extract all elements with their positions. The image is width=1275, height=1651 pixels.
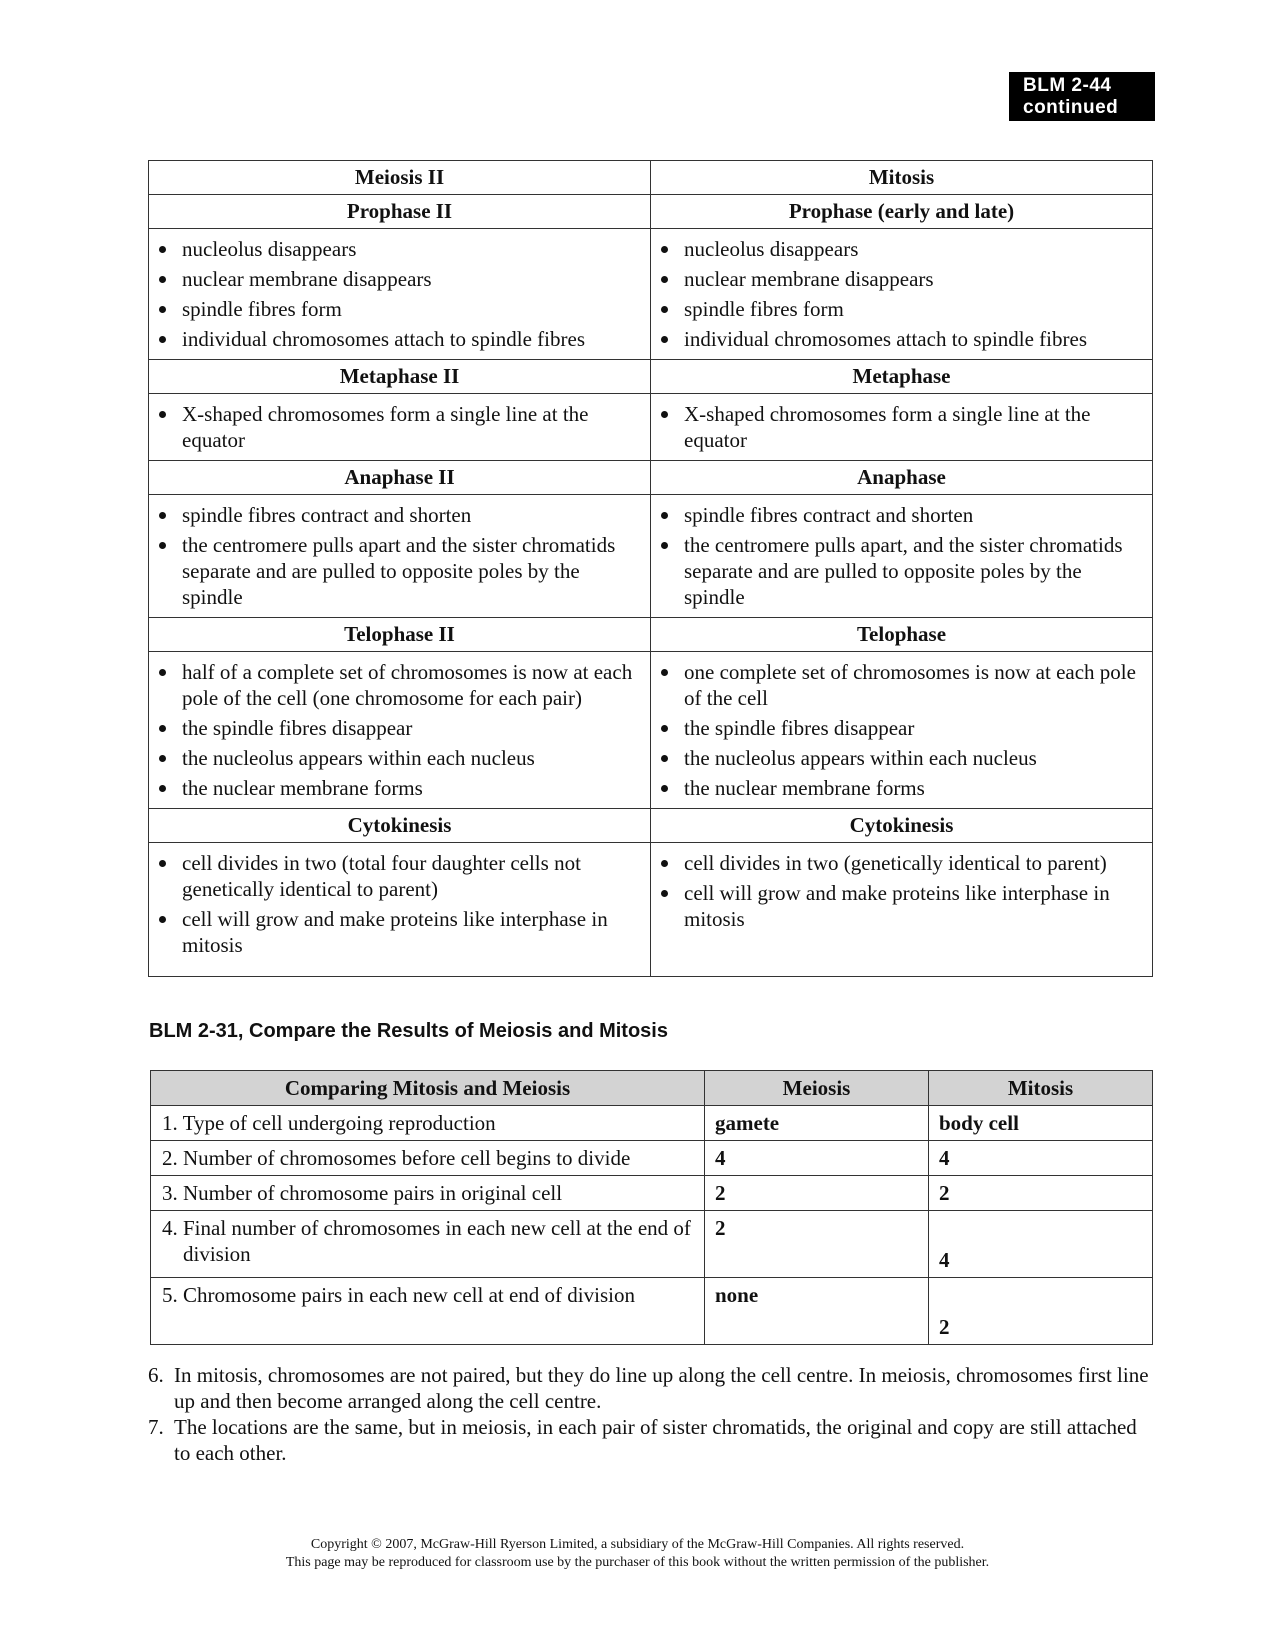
phase-title-prophase-ii: Prophase II [149, 195, 651, 229]
list-item: spindle fibres contract and shorten [157, 502, 642, 528]
phase-details-cell [149, 394, 651, 461]
list-item: nucleolus disappears [157, 236, 642, 262]
table-row [151, 1176, 1153, 1211]
list-item: nuclear membrane disappears [659, 266, 1144, 292]
table-row [151, 1211, 1153, 1278]
phase-title-row [149, 461, 1153, 495]
phase-details-row [149, 495, 1153, 618]
list-item: the nuclear membrane forms [659, 775, 1144, 801]
results-table [150, 1070, 1153, 1345]
column-header-meiosis-ii: Meiosis II [149, 161, 651, 195]
answer-text: The locations are the same, but in meiosis, in each pair of sister chromatids, the original and copy are still attached to each other. [174, 1415, 1137, 1465]
bullet-list [149, 843, 650, 965]
phase-details-row [149, 394, 1153, 461]
phase-details-cell [149, 495, 651, 618]
table-row [151, 1141, 1153, 1176]
meiosis-answer-cell: gamete [705, 1106, 929, 1141]
list-item: cell divides in two (genetically identical to parent) [659, 850, 1144, 876]
phase-details-cell [651, 843, 1153, 977]
list-item: cell will grow and make proteins like interphase in mitosis [157, 906, 642, 958]
list-item: the nucleolus appears within each nucleus [157, 745, 642, 771]
phase-title-anaphase: Anaphase [651, 461, 1153, 495]
phase-title-row [149, 809, 1153, 843]
meiosis-answer-cell: 2 [705, 1211, 929, 1278]
list-item: cell will grow and make proteins like interphase in mitosis [659, 880, 1144, 932]
results-header-meiosis: Meiosis [705, 1071, 929, 1106]
bullet-list [149, 652, 650, 808]
list-item: nucleolus disappears [659, 236, 1144, 262]
question-cell: 1. Type of cell undergoing reproduction [151, 1106, 705, 1141]
meiosis-answer-cell: none [705, 1278, 929, 1345]
mitosis-answer-cell: body cell [929, 1106, 1153, 1141]
bullet-list [149, 229, 650, 359]
phase-title-row [149, 360, 1153, 394]
phase-title-anaphase-ii: Anaphase II [149, 461, 651, 495]
blm-badge [1009, 72, 1155, 121]
mitosis-answer-cell: 2 [929, 1176, 1153, 1211]
list-item: the centromere pulls apart, and the sister chromatids separate and are pulled to opposite poles by the spindle [659, 532, 1144, 610]
list-item: X-shaped chromosomes form a single line at the equator [659, 401, 1144, 453]
list-item: individual chromosomes attach to spindle fibres [157, 326, 642, 352]
section-heading: BLM 2-31, Compare the Results of Meiosis and Mitosis [149, 1020, 668, 1042]
phase-details-cell [149, 229, 651, 360]
phase-details-cell [651, 394, 1153, 461]
bullet-list [651, 843, 1152, 939]
mitosis-answer-cell: 4 [929, 1141, 1153, 1176]
table-row [151, 1106, 1153, 1141]
phase-details-cell [651, 495, 1153, 618]
phase-title-cytokinesis: Cytokinesis [149, 809, 651, 843]
list-item: nuclear membrane disappears [157, 266, 642, 292]
phase-title-prophase-early-and-late: Prophase (early and late) [651, 195, 1153, 229]
list-item: spindle fibres contract and shorten [659, 502, 1144, 528]
phase-details-cell [651, 229, 1153, 360]
table-row [151, 1278, 1153, 1345]
bullet-list [651, 652, 1152, 808]
phase-title-row [149, 618, 1153, 652]
copyright-line: Copyright © 2007, McGraw-Hill Ryerson Limited, a subsidiary of the McGraw-Hill Companies. All rights reserved. [310, 1537, 965, 1552]
results-header-row [151, 1071, 1153, 1106]
column-header-mitosis: Mitosis [651, 161, 1153, 195]
bullet-list [651, 394, 1152, 460]
meiosis-answer-cell: 2 [705, 1176, 929, 1211]
question-cell: 2. Number of chromosomes before cell begins to divide [151, 1141, 705, 1176]
list-item: one complete set of chromosomes is now at each pole of the cell [659, 659, 1144, 711]
list-item: the nuclear membrane forms [157, 775, 642, 801]
phase-title-cytokinesis: Cytokinesis [651, 809, 1153, 843]
list-item: the centromere pulls apart and the sister chromatids separate and are pulled to opposite poles by the spindle [157, 532, 642, 610]
answer-list [148, 1362, 1158, 1466]
list-item: cell divides in two (total four daughter cells not genetically identical to parent) [157, 850, 642, 902]
answer-text: In mitosis, chromosomes are not paired, but they do line up along the cell centre. In meiosis, chromosomes first line up and then become arranged along the cell centre. [174, 1363, 1149, 1413]
answer-item [148, 1414, 1158, 1466]
phase-title-row [149, 195, 1153, 229]
phase-details-row [149, 843, 1153, 977]
badge-line-1: BLM 2-44 [1023, 75, 1112, 96]
phase-details-cell [149, 843, 651, 977]
meiosis-mitosis-phase-table [148, 160, 1153, 977]
badge-line-2: continued [1023, 97, 1119, 118]
list-item: the spindle fibres disappear [659, 715, 1144, 741]
list-item: X-shaped chromosomes form a single line at the equator [157, 401, 642, 453]
phase-details-cell [149, 652, 651, 809]
phase-details-row [149, 229, 1153, 360]
phase-title-metaphase-ii: Metaphase II [149, 360, 651, 394]
results-header-question: Comparing Mitosis and Meiosis [151, 1071, 705, 1106]
bullet-list [651, 229, 1152, 359]
answer-number: 6. [148, 1363, 164, 1387]
meiosis-answer-cell: 4 [705, 1141, 929, 1176]
mitosis-answer-cell: 2 [929, 1278, 1153, 1345]
bullet-list [651, 495, 1152, 617]
phase-title-telophase-ii: Telophase II [149, 618, 651, 652]
copyright-footer [0, 1536, 1275, 1572]
list-item: half of a complete set of chromosomes is now at each pole of the cell (one chromosome for each pair) [157, 659, 642, 711]
list-item: spindle fibres form [157, 296, 642, 322]
permission-line: This page may be reproduced for classroom use by the purchaser of this book without the written permission of the publisher. [285, 1555, 990, 1570]
question-cell: 4. Final number of chromosomes in each new cell at the end of division [151, 1211, 705, 1278]
phase-details-row [149, 652, 1153, 809]
answer-item [148, 1362, 1158, 1414]
results-header-mitosis: Mitosis [929, 1071, 1153, 1106]
table-header-row [149, 161, 1153, 195]
bullet-list [149, 394, 650, 460]
mitosis-answer-cell: 4 [929, 1211, 1153, 1278]
bullet-list [149, 495, 650, 617]
phase-title-metaphase: Metaphase [651, 360, 1153, 394]
list-item: spindle fibres form [659, 296, 1144, 322]
question-cell: 3. Number of chromosome pairs in original cell [151, 1176, 705, 1211]
list-item: the nucleolus appears within each nucleus [659, 745, 1144, 771]
list-item: the spindle fibres disappear [157, 715, 642, 741]
question-cell: 5. Chromosome pairs in each new cell at end of division [151, 1278, 705, 1345]
answer-number: 7. [148, 1415, 164, 1439]
phase-details-cell [651, 652, 1153, 809]
list-item: individual chromosomes attach to spindle fibres [659, 326, 1144, 352]
phase-title-telophase: Telophase [651, 618, 1153, 652]
